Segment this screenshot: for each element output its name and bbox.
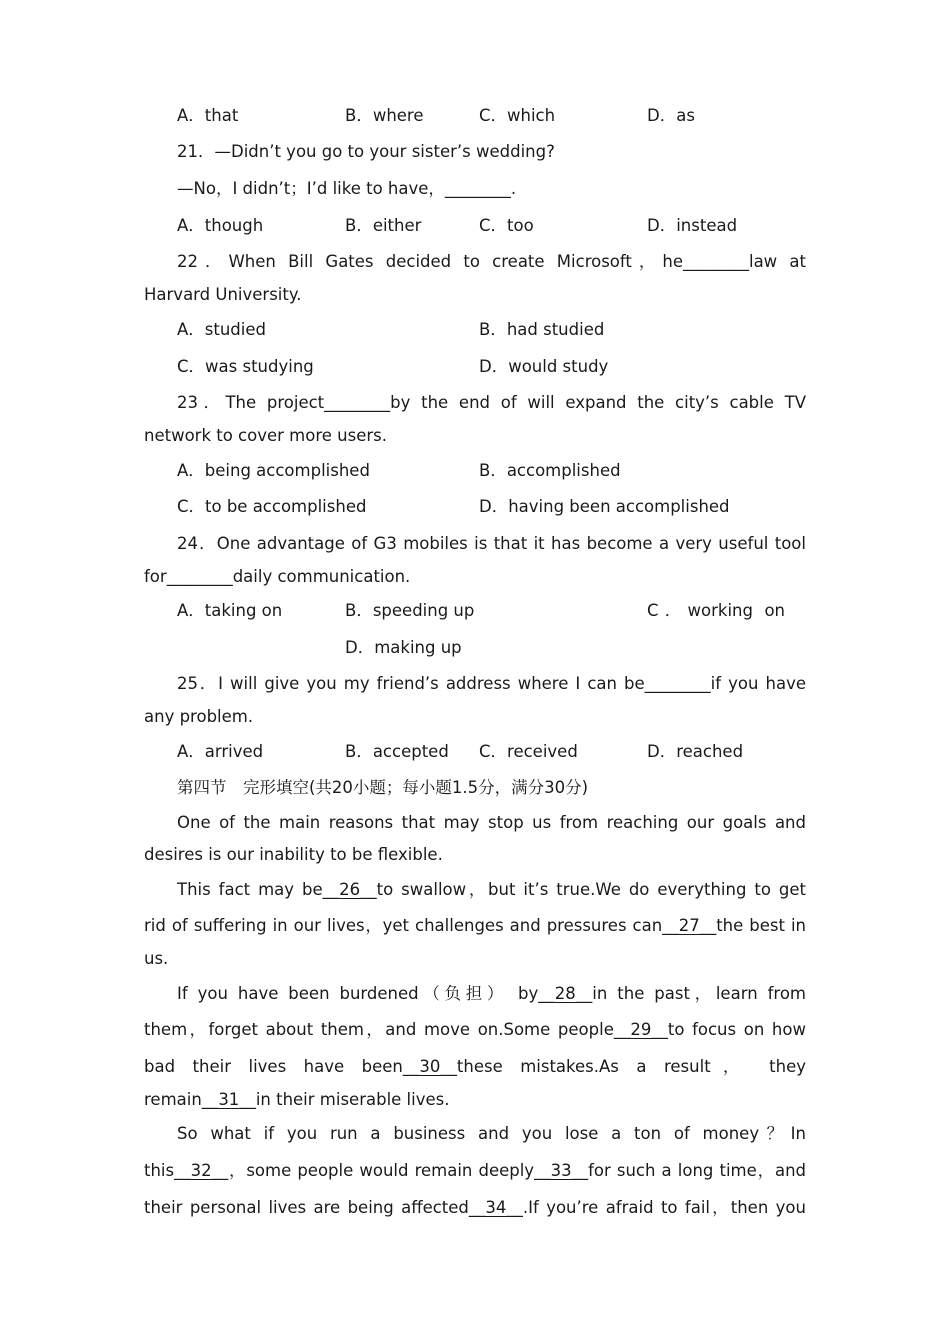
q21-stem: 21．—Didn’t you go to your sister’s wedding? (177, 142, 555, 161)
passage-p2-line3: us. (144, 949, 169, 968)
q23-option-c: C．to be accomplished (177, 497, 367, 516)
q21-option-b: B．either (345, 216, 422, 235)
passage-p3-line4: remain__31__in their miserable lives. (144, 1090, 450, 1109)
q25-option-b: B．accepted (345, 742, 449, 761)
passage-p2-line1: This fact may be__26__to swallow，but it’s true.We do everything to get (177, 880, 806, 899)
q23-option-d: D．having been accomplished (479, 497, 730, 516)
q24-option-c: C．working on (647, 601, 785, 620)
q21-option-c: C．too (479, 216, 534, 235)
blank-26: 26 (339, 880, 361, 899)
q23-option-a: A．being accomplished (177, 461, 370, 480)
passage-p3-line1: If you have been burdened（负担） by__28__in the past，learn from (177, 984, 806, 1003)
blank-28: 28 (554, 984, 576, 1003)
q22-option-d: D．would study (479, 357, 609, 376)
q23-line2: network to cover more users. (144, 426, 387, 445)
q20-option-a: A．that (177, 106, 239, 125)
passage-p4-line1: So what if you run a business and you lose a ton of money？In (177, 1124, 806, 1143)
q21-option-d: D．instead (647, 216, 738, 235)
q25-line1: 25．I will give you my friend’s address where I can be________if you have (177, 674, 806, 693)
blank-31: 31 (218, 1090, 240, 1109)
q20-option-d: D．as (647, 106, 695, 125)
passage-p3-line2: them，forget about them，and move on.Some people__29__to focus on how (144, 1020, 806, 1039)
q22-option-a: A．studied (177, 320, 266, 339)
q23-option-b: B．accomplished (479, 461, 621, 480)
q24-line2: for________daily communication. (144, 567, 411, 586)
q22-line1: 22．When Bill Gates decided to create Microsoft，he________law at (177, 252, 806, 271)
q23-line1: 23．The project________by the end of will expand the city’s cable TV (177, 393, 806, 412)
passage-p4-line2: this__32__，some people would remain deeply__33__for such a long time，and (144, 1161, 807, 1180)
q20-option-b: B．where (345, 106, 424, 125)
blank-32: 32 (190, 1161, 212, 1180)
q24-line1: 24．One advantage of G3 mobiles is that it has become a very useful tool (177, 534, 806, 553)
blank-29: 29 (630, 1020, 652, 1039)
passage-p2-line2: rid of suffering in our lives，yet challenges and pressures can__27__the best in (144, 916, 807, 935)
q24-option-d: D．making up (345, 638, 462, 657)
section-heading: 第四节 完形填空(共20小题；每小题1.5分，满分30分) (177, 778, 589, 797)
q21-reply: —No，I didn’t；I’d like to have，________. (177, 179, 517, 198)
passage-p4-line3: their personal lives are being affected__34__.If you’re afraid to fail，then you (144, 1198, 806, 1217)
blank-30: 30 (419, 1057, 441, 1076)
q24-option-a: A．taking on (177, 601, 283, 620)
q24-option-b: B．speeding up (345, 601, 475, 620)
q21-option-a: A．though (177, 216, 264, 235)
q25-option-c: C．received (479, 742, 578, 761)
q25-line2: any problem. (144, 707, 254, 726)
q22-option-b: B．had studied (479, 320, 605, 339)
q22-option-c: C．was studying (177, 357, 314, 376)
passage-p1-line1: One of the main reasons that may stop us from reaching our goals and (177, 813, 806, 832)
passage-p1-line2: desires is our inability to be flexible. (144, 845, 443, 864)
passage-p3-line3: bad their lives have been__30__these mistakes.As a result， they (144, 1057, 806, 1076)
blank-34: 34 (485, 1198, 507, 1217)
blank-33: 33 (550, 1161, 572, 1180)
q22-line2: Harvard University. (144, 285, 302, 304)
q25-option-a: A．arrived (177, 742, 264, 761)
q25-option-d: D．reached (647, 742, 744, 761)
blank-27: 27 (678, 916, 700, 935)
q20-option-c: C．which (479, 106, 556, 125)
